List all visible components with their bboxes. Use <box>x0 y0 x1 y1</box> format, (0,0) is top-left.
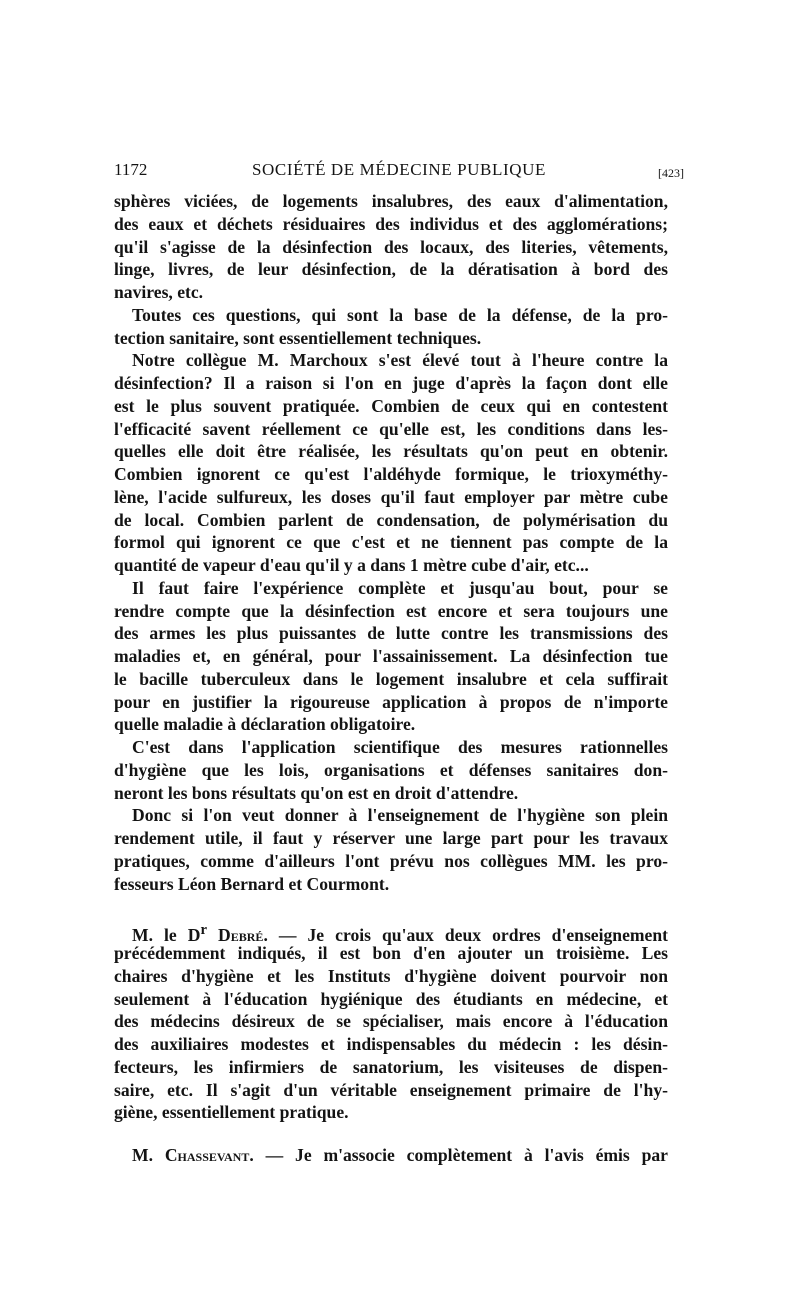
paragraph <box>114 804 668 895</box>
text-line: saire, etc. Il s'agit d'un véritable enseignement primaire de l'hy- <box>114 1079 668 1100</box>
page-header <box>114 160 684 184</box>
text-line: giène, essentiellement pratique. <box>114 1102 349 1123</box>
text-line: C'est dans l'application scientifique des mesures rationnelles <box>132 737 668 757</box>
speaker-paragraph-chassevant <box>114 1144 668 1167</box>
speaker-sup: r <box>200 922 207 939</box>
text-line: linge, livres, de leur désinfection, de la dératisation à bord des <box>114 259 668 280</box>
paragraph <box>114 349 668 577</box>
text-line: quelles elle doit être réalisée, les résultats qu'on peut en obtenir. <box>114 441 668 462</box>
text-line: rendement utile, il faut y réserver une large part pour les travaux <box>114 828 668 848</box>
text-line: des armes les plus puissantes de lutte contre les transmissions des <box>114 623 668 644</box>
speaker-name: Chassevant <box>164 1145 250 1165</box>
text-line: fecteurs, les infirmiers de sanatorium, les visiteuses de dispen- <box>114 1056 668 1077</box>
speaker-prefix: M. le D <box>132 925 201 946</box>
section-gap <box>114 1124 668 1144</box>
text-line: précédemment indiqués, il est bon d'en ajouter un troisième. Les <box>114 943 668 963</box>
text-line: neront les bons résultats qu'on est en droit d'attendre. <box>114 782 519 803</box>
speaker-text: . — Je crois qu'aux deux ordres d'enseignement <box>263 925 668 946</box>
text-line: des médecins désireux de se spécialiser, mais encore à l'éducation <box>114 1011 668 1032</box>
text-line: formol qui ignorent ce que c'est et ne tiennent pas compte de la <box>114 532 668 553</box>
paragraph <box>114 736 668 804</box>
text-line: Notre collègue M. Marchoux s'est élevé tout à l'heure contre la <box>132 350 668 371</box>
text-line: tection sanitaire, sont essentiellement techniques. <box>114 327 482 348</box>
text-line: l'efficacité savent réellement ce qu'elle est, les conditions dans les- <box>114 418 668 439</box>
text-line: chaires d'hygiène et les Instituts d'hygiène doivent pourvoir non <box>114 965 668 986</box>
speaker-name: Debré <box>218 925 264 946</box>
text-line: Toutes ces questions, qui sont la base de la défense, de la pro- <box>132 304 668 325</box>
paragraph <box>114 190 668 304</box>
text-line: désinfection? Il a raison si l'on en juge d'après la façon dont elle <box>114 373 668 393</box>
text-line: rendre compte que la désinfection est encore et sera toujours une <box>114 600 668 621</box>
text-line: sphères viciées, de logements insalubres, des eaux d'alimentation, <box>114 191 668 211</box>
text-line: Donc si l'on veut donner à l'enseignement de l'hygiène son plein <box>132 805 668 826</box>
text-line: fesseurs Léon Bernard et Courmont. <box>114 873 390 894</box>
page-number: 1172 <box>114 160 148 179</box>
text-line: maladies et, en général, pour l'assainissement. La désinfection tue <box>114 646 668 666</box>
text-line: des eaux et déchets résiduaires des individus et des agglomérations; <box>114 213 668 234</box>
text-line: quelle maladie à déclaration obligatoire. <box>114 714 416 735</box>
text-line: est le plus souvent pratiquée. Combien de ceux qui en contestent <box>114 395 668 416</box>
text-line <box>114 919 668 946</box>
speaker-text: . — Je m'associe complètement à l'avis émis par <box>249 1145 668 1165</box>
text-line: pratiques, comme d'ailleurs l'ont prévu nos collègues MM. les pro- <box>114 850 668 871</box>
text-line: Combien ignorent ce qu'est l'aldéhyde formique, le trioxyméthy- <box>114 464 668 484</box>
text-line: Il faut faire l'expérience complète et jusqu'au bout, pour se <box>132 577 668 598</box>
text-line: des auxiliaires modestes et indispensables du médecin : les désin- <box>114 1034 668 1054</box>
text-line: d'hygiène que les lois, organisations et défenses sanitaires don- <box>114 759 668 780</box>
section-gap <box>114 895 668 919</box>
bracket-number: [423] <box>658 166 684 180</box>
text-line: le bacille tuberculeux dans le logement insalubre et cela suffirait <box>114 668 668 689</box>
running-title: SOCIÉTÉ DE MÉDECINE PUBLIQUE <box>252 160 546 179</box>
text-line: lène, l'acide sulfureux, les doses qu'il faut employer par mètre cube <box>114 486 668 507</box>
speaker-paragraph-debre <box>114 919 668 1124</box>
paragraph <box>114 304 668 350</box>
text-line: navires, etc. <box>114 282 204 302</box>
text-line: pour en justifier la rigoureuse application à propos de n'importe <box>114 691 668 712</box>
text-line: seulement à l'éducation hygiénique des étudiants en médecine, et <box>114 988 668 1009</box>
speaker-prefix: M. <box>132 1145 165 1165</box>
page-body <box>114 190 668 1167</box>
paragraph <box>114 577 668 736</box>
text-line: de local. Combien parlent de condensation, de polymérisation du <box>114 509 668 530</box>
text-line: qu'il s'agisse de la désinfection des locaux, des literies, vêtements, <box>114 236 668 257</box>
text-line <box>114 1144 668 1167</box>
text-line: quantité de vapeur d'eau qu'il y a dans 1 mètre cube d'air, etc... <box>114 555 589 575</box>
